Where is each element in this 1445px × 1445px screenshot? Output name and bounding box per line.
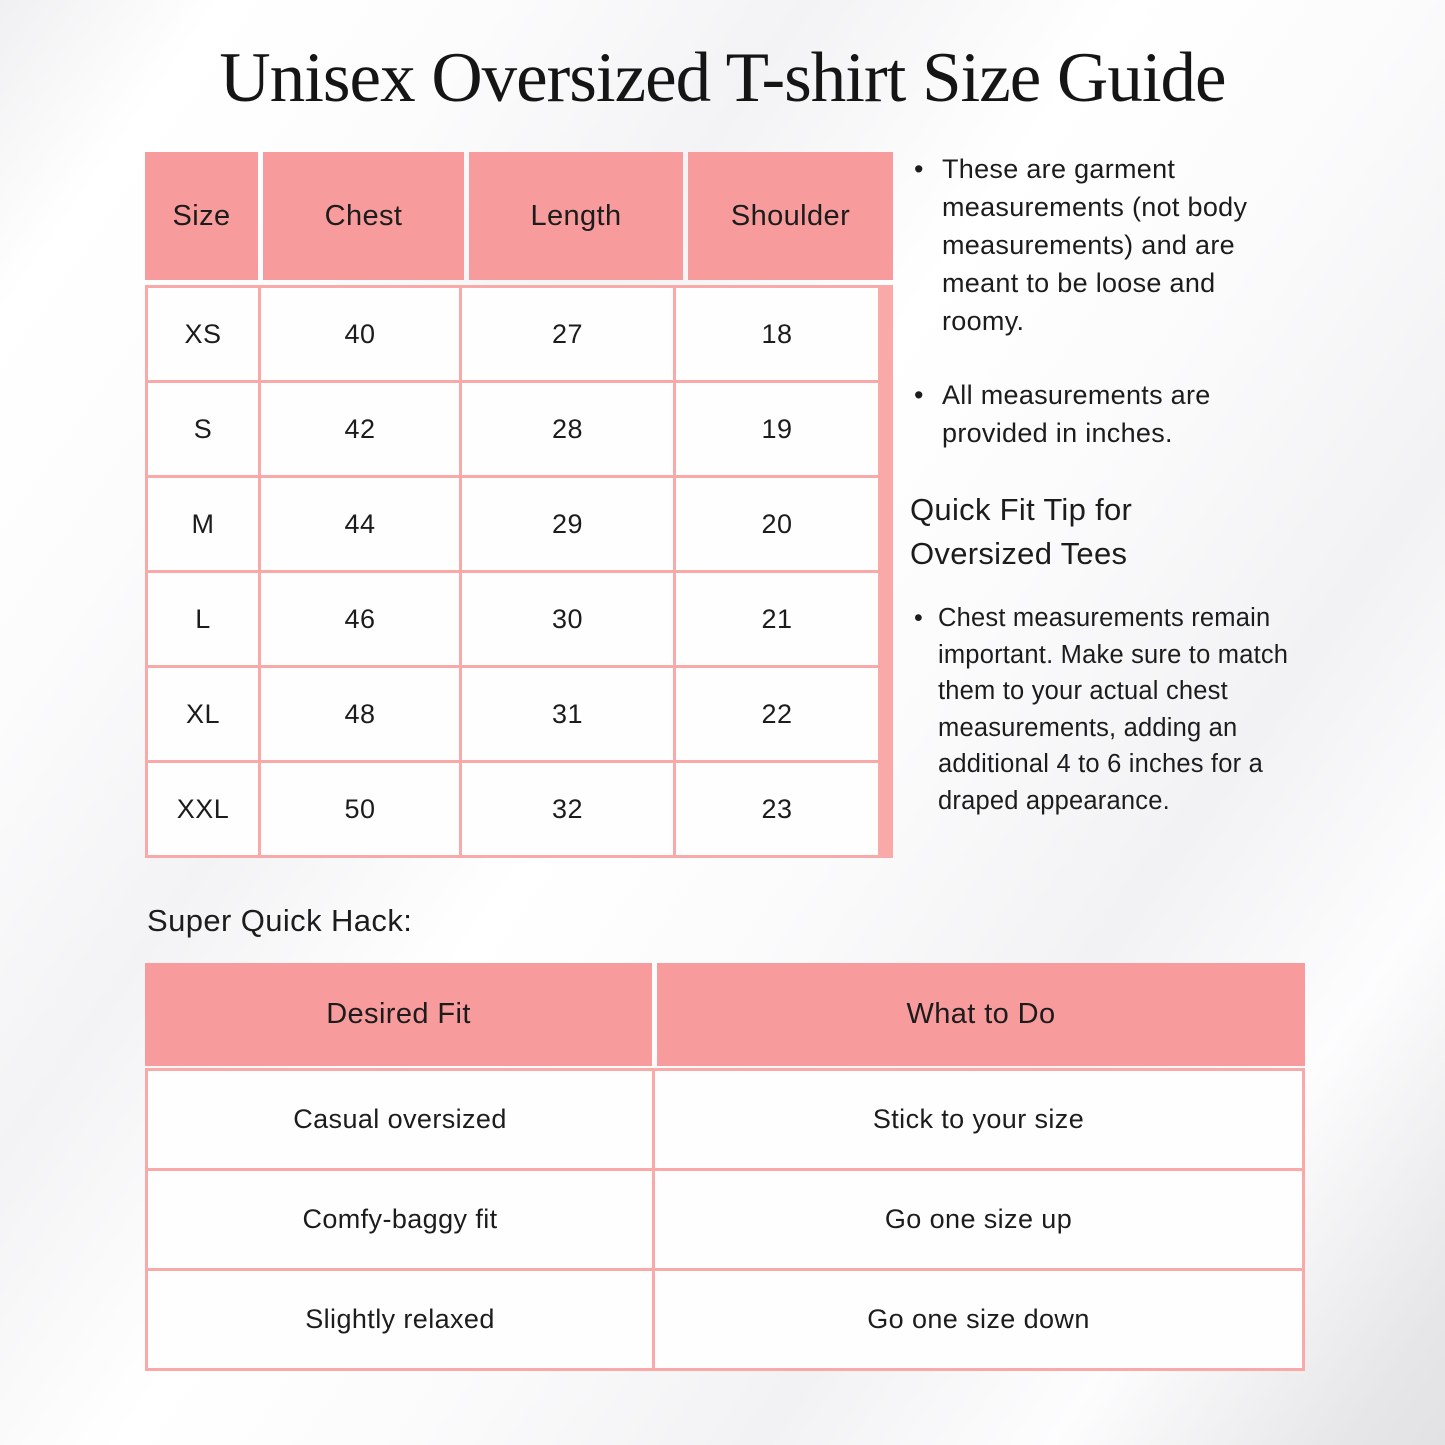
shoulder-cell: 23 [676,763,878,855]
size-cell: M [148,478,258,570]
size-cell: XL [148,668,258,760]
size-table-header-size: Size [145,152,258,280]
desired-fit-cell: Comfy-baggy fit [148,1171,652,1268]
note-text: Chest measurements remain important. Make sure to match them to your actual chest measurements, adding an additional 4 to 6 inches for a draped appearance. [938,604,1289,815]
length-cell: 29 [462,478,673,570]
size-cell: L [148,573,258,665]
what-to-do-cell: Go one size up [655,1171,1302,1268]
shoulder-cell: 21 [676,573,878,665]
hack-table-body [145,1068,1305,1371]
bullet-icon: • [914,604,923,632]
length-cell: 31 [462,668,673,760]
hack-table [145,963,1305,1371]
hack-header-what-to-do: What to Do [657,963,1305,1066]
size-cell: S [148,383,258,475]
what-to-do-cell: Stick to your size [655,1071,1302,1168]
length-cell: 28 [462,383,673,475]
note-garment-measurements [908,150,1338,340]
length-cell: 27 [462,288,673,380]
bullet-icon: • [914,380,924,410]
shoulder-cell: 20 [676,478,878,570]
bullet-icon: • [914,154,924,184]
size-table-header-length: Length [469,152,683,280]
note-inches [908,376,1338,452]
chest-cell: 48 [261,668,459,760]
chest-cell: 44 [261,478,459,570]
size-cell: XS [148,288,258,380]
size-cell: XXL [148,763,258,855]
chest-cell: 50 [261,763,459,855]
note-text: These are garment measurements (not body measurements) and are meant to be loose and roomy. [942,154,1248,336]
size-table-header [145,152,893,280]
note-chest-tip [908,600,1338,819]
hack-table-header [145,963,1305,1066]
chest-cell: 46 [261,573,459,665]
size-table-body [145,285,893,858]
note-text: All measurements are provided in inches. [942,380,1211,448]
chest-cell: 40 [261,288,459,380]
hack-header-desired-fit: Desired Fit [145,963,652,1066]
what-to-do-cell: Go one size down [655,1271,1302,1368]
size-table-header-shoulder: Shoulder [688,152,893,280]
size-table [145,152,893,858]
size-table-header-chest: Chest [263,152,464,280]
shoulder-cell: 19 [676,383,878,475]
shoulder-cell: 18 [676,288,878,380]
length-cell: 32 [462,763,673,855]
page-title: Unisex Oversized T-shirt Size Guide [219,39,1226,117]
chest-cell: 42 [261,383,459,475]
length-cell: 30 [462,573,673,665]
hack-heading: Super Quick Hack: [147,903,413,938]
desired-fit-cell: Slightly relaxed [148,1271,652,1368]
desired-fit-cell: Casual oversized [148,1071,652,1168]
notes-panel [908,150,1338,855]
tip-heading: Quick Fit Tip for Oversized Tees [910,492,1133,571]
shoulder-cell: 22 [676,668,878,760]
